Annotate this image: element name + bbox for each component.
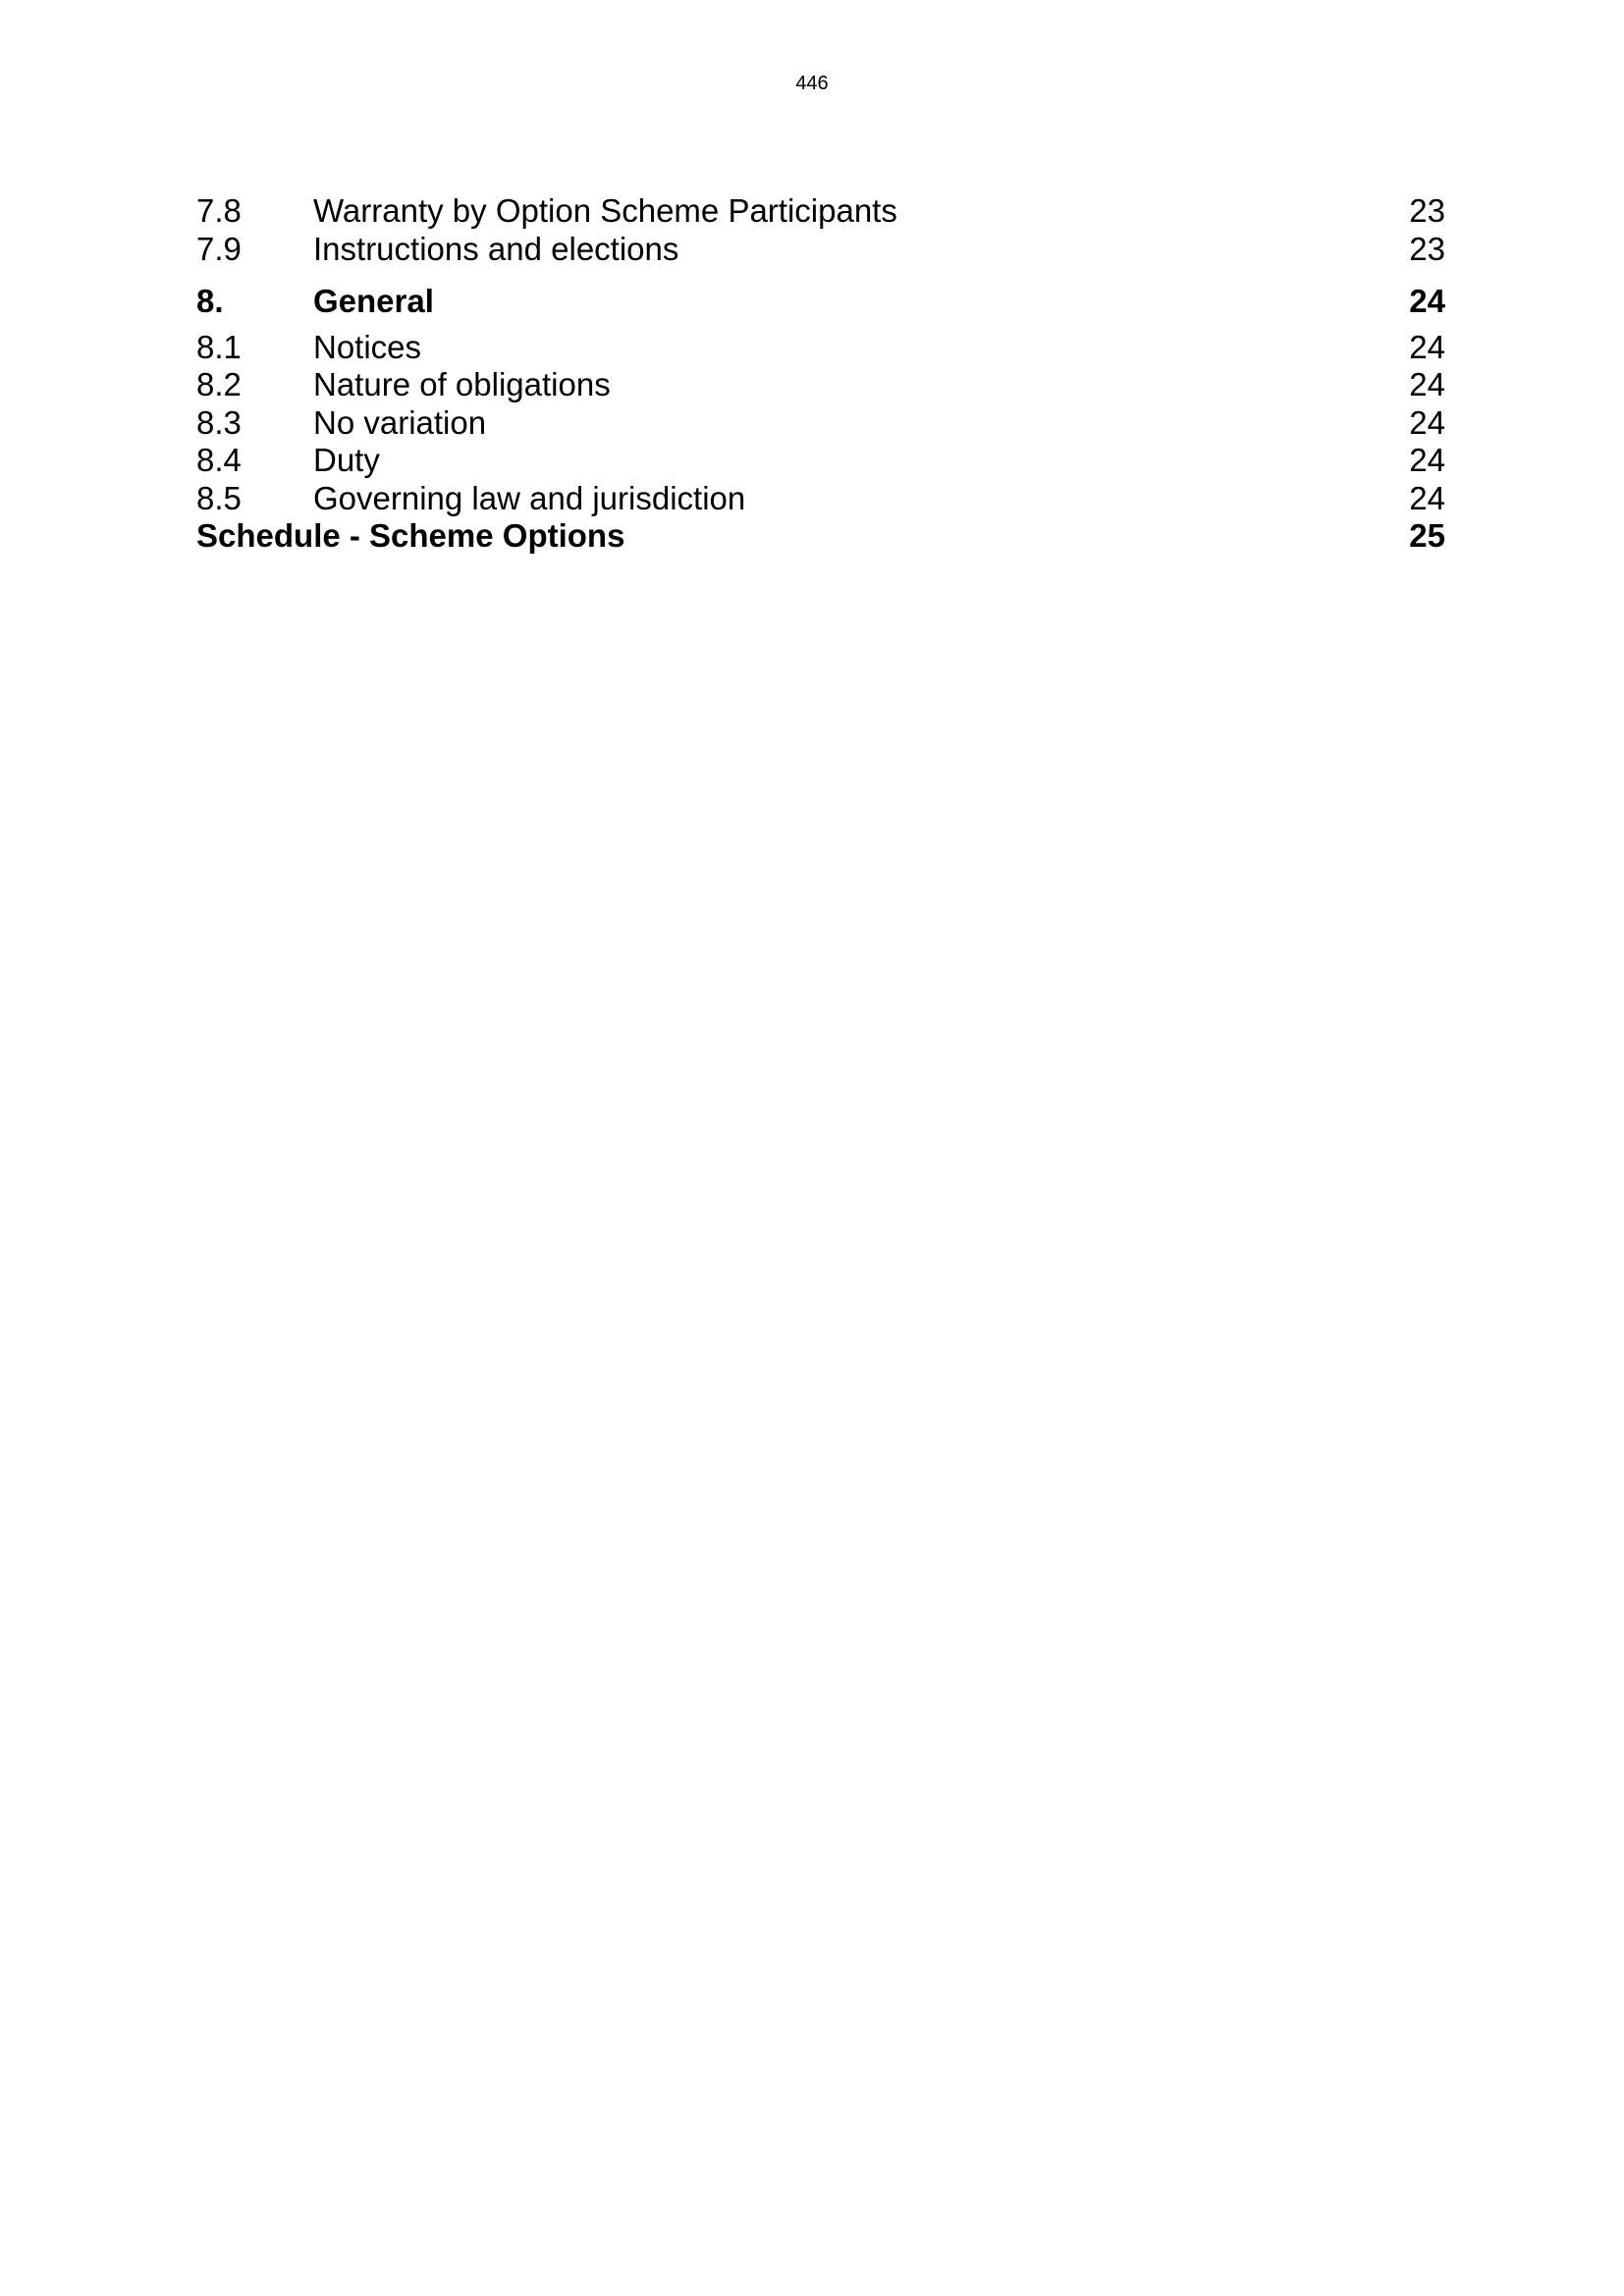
toc-entry-8-3 (196, 404, 1445, 443)
toc-entry-number: 8.2 (196, 366, 242, 402)
toc-entry-title: Schedule - Scheme Options (196, 517, 625, 554)
toc-entry-page: 23 (1409, 192, 1445, 229)
toc-entry-number: 8.3 (196, 403, 242, 441)
toc-entry-number: 8.5 (196, 479, 242, 516)
toc-entry-page: 24 (1409, 283, 1445, 319)
toc-entry-title: General (313, 283, 434, 319)
toc-entry-7-8 (196, 192, 1445, 231)
toc-entry-page: 24 (1409, 366, 1445, 402)
toc-entry-title: Duty (313, 442, 380, 478)
toc-entry-page: 23 (1409, 230, 1445, 267)
toc-entry-8 (196, 283, 1445, 321)
toc-entry-8-4 (196, 442, 1445, 480)
toc-entry-page: 25 (1409, 517, 1445, 554)
toc-entry-number: 8.4 (196, 442, 242, 478)
page-number: 446 (795, 73, 829, 94)
toc-entry-number: 8. (196, 283, 224, 319)
toc-entry-number: 7.8 (196, 192, 242, 229)
toc-entry-title: Warranty by Option Scheme Participants (313, 192, 897, 229)
toc-entry-title: No variation (313, 403, 487, 441)
toc-entry-page: 24 (1409, 479, 1445, 516)
toc-entry-8-5 (196, 480, 1445, 518)
toc-entry-title: Governing law and jurisdiction (313, 479, 746, 516)
toc-entry-title: Nature of obligations (313, 366, 611, 402)
toc-entry-8-1 (196, 329, 1445, 367)
toc-entry-page: 24 (1409, 442, 1445, 478)
toc-entry-title: Notices (313, 328, 422, 365)
toc-entry-schedule (196, 517, 1445, 556)
toc-entry-title: Instructions and elections (313, 230, 679, 267)
toc-entry-7-9 (196, 231, 1445, 269)
toc-entry-page: 24 (1409, 403, 1445, 441)
toc-entry-page: 24 (1409, 328, 1445, 365)
table-of-contents (196, 192, 1445, 556)
toc-entry-8-2 (196, 366, 1445, 404)
toc-entry-number: 8.1 (196, 328, 242, 365)
toc-entry-number: 7.9 (196, 230, 242, 267)
